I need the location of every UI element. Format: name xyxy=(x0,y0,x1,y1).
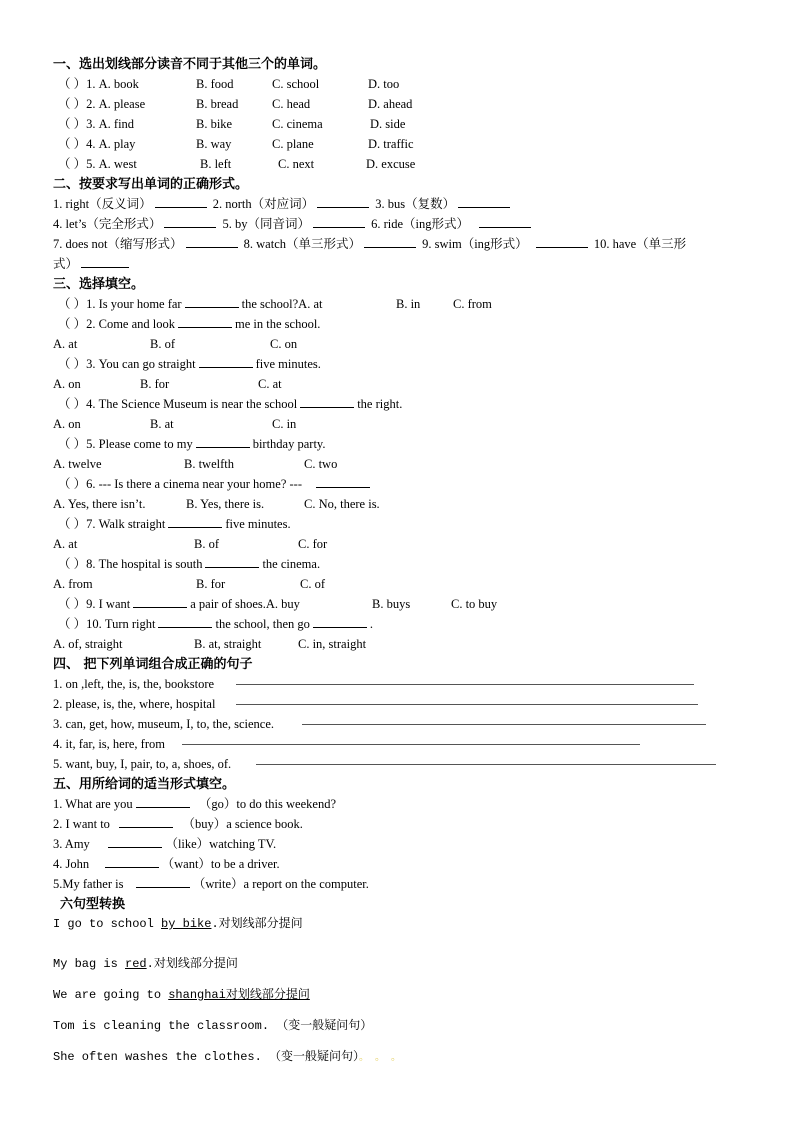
question-text: （go）to do this weekend? xyxy=(198,797,336,811)
question-text: （ ）7. Walk straight xyxy=(58,517,166,531)
s1-q4-d: D. traffic xyxy=(368,137,414,151)
question-text: the school?A. at xyxy=(241,297,323,311)
s6-line5 xyxy=(53,1048,401,1068)
answer-blank[interactable] xyxy=(300,395,354,408)
s1-q1-b: B. food xyxy=(196,77,234,91)
s3-q6-optB: B. Yes, there is. xyxy=(186,497,265,511)
underlined-phrase: by bike xyxy=(161,917,212,931)
answer-line[interactable] xyxy=(236,684,694,685)
section1-title: 一、选出划线部分读音不同于其他三个的单词。 xyxy=(53,57,327,72)
s4-item2: 2. please, is, the, where, hospital xyxy=(53,697,216,711)
s2-item5: 5. by（同音词） xyxy=(222,217,310,231)
s1-q5-c: C. next xyxy=(278,157,315,171)
s3-q8-optC: C. of xyxy=(300,577,325,591)
s4-item3: 3. can, get, how, museum, I, to, the, science. xyxy=(53,717,275,731)
s5-item5 xyxy=(53,875,369,893)
s1-q1-d: D. too xyxy=(368,77,400,91)
s5-item4 xyxy=(53,855,280,873)
s3-q10-optB: B. at, straight xyxy=(194,637,262,651)
s3-q3-optB: B. for xyxy=(140,377,170,391)
answer-blank[interactable] xyxy=(185,295,239,308)
s2-item4: 4. let’s（完全形式） xyxy=(53,217,162,231)
question-text: 2. I want to xyxy=(53,817,110,831)
s5-item3 xyxy=(53,835,276,853)
s2-line4 xyxy=(53,255,132,273)
s1-q2-prefix: （ ）2. A. please xyxy=(58,97,146,111)
answer-blank[interactable] xyxy=(364,235,416,248)
answer-blank[interactable] xyxy=(186,235,238,248)
s3-q4-optB: B. at xyxy=(150,417,174,431)
section3-title: 三、选择填空。 xyxy=(53,277,145,292)
s4-item5: 5. want, buy, I, pair, to, a, shoes, of. xyxy=(53,757,232,771)
question-text: 5.My father is xyxy=(53,877,124,891)
answer-blank[interactable] xyxy=(133,595,187,608)
question-text: （write）a report on the computer. xyxy=(192,877,369,891)
s3-q6-optC: C. No, there is. xyxy=(304,497,380,511)
question-text: the cinema. xyxy=(262,557,321,571)
sentence-text: .对划线部分提问 xyxy=(211,917,303,931)
question-text: （ ）6. --- Is there a cinema near your home? --- xyxy=(58,477,302,491)
answer-blank[interactable] xyxy=(136,875,190,888)
question-text: （ ）4. The Science Museum is near the school xyxy=(58,397,298,411)
s3-q8 xyxy=(58,555,320,573)
s3-q10-optC: C. in, straight xyxy=(298,637,367,651)
s1-q4-c: C. plane xyxy=(272,137,314,151)
s1-q2-c: C. head xyxy=(272,97,311,111)
answer-blank[interactable] xyxy=(317,195,369,208)
s3-q9-optB: B. buys xyxy=(372,597,411,611)
question-text: （ ）1. Is your home far xyxy=(58,297,182,311)
answer-blank[interactable] xyxy=(155,195,207,208)
s3-q4-optC: C. in xyxy=(272,417,297,431)
question-text: （ ）10. Turn right xyxy=(58,617,156,631)
s2-item10: 10. have（单三形 xyxy=(593,237,687,251)
sentence-text: I go to school xyxy=(53,917,162,931)
s1-q4-b: B. way xyxy=(196,137,232,151)
s3-q10-optA: A. of, straight xyxy=(53,637,123,651)
answer-blank[interactable] xyxy=(196,435,250,448)
s3-q2-optB: B. of xyxy=(150,337,175,351)
s6-line4: Tom is cleaning the classroom. （变一般疑问句） xyxy=(53,1019,373,1033)
s1-q2-b: B. bread xyxy=(196,97,239,111)
s3-q1-optC: C. from xyxy=(453,297,492,311)
s2-item3: 3. bus（复数） xyxy=(375,197,456,211)
s2-line2 xyxy=(53,215,534,233)
s3-q2 xyxy=(58,315,320,333)
s3-q9 xyxy=(58,595,300,613)
s4-item4: 4. it, far, is, here, from xyxy=(53,737,165,751)
answer-blank[interactable] xyxy=(178,315,232,328)
answer-blank[interactable] xyxy=(479,215,531,228)
s4-item1: 1. on ,left, the, is, the, bookstore xyxy=(53,677,215,691)
answer-line[interactable] xyxy=(302,724,706,725)
answer-blank[interactable] xyxy=(119,815,173,828)
question-text: a pair of shoes.A. buy xyxy=(190,597,300,611)
section4-title: 四、 把下列单词组合成正确的句子 xyxy=(53,657,253,672)
s3-q4-optA: A. on xyxy=(53,417,81,431)
answer-blank[interactable] xyxy=(164,215,216,228)
answer-line[interactable] xyxy=(182,744,640,745)
s1-q3-d: D. side xyxy=(370,117,406,131)
question-text: the school, then go xyxy=(215,617,310,631)
s3-q7 xyxy=(58,515,291,533)
s1-q3-b: B. bike xyxy=(196,117,233,131)
answer-blank[interactable] xyxy=(136,795,190,808)
s3-q8-optB: B. for xyxy=(196,577,226,591)
s1-q5-b: B. left xyxy=(200,157,232,171)
sentence-text: We are going to xyxy=(53,988,169,1002)
s5-item1 xyxy=(53,795,336,813)
question-text: five minutes. xyxy=(225,517,291,531)
question-text: the right. xyxy=(357,397,403,411)
s2-line1 xyxy=(53,195,513,213)
question-text: （like）watching TV. xyxy=(165,837,277,851)
sentence-text: My bag is xyxy=(53,957,126,971)
s3-q3 xyxy=(58,355,321,373)
s3-q3-optC: C. at xyxy=(258,377,282,391)
answer-blank[interactable] xyxy=(313,215,365,228)
s2-item9: 9. swim（ing形式） xyxy=(422,237,528,251)
s3-q6-optA: A. Yes, there isn’t. xyxy=(53,497,146,511)
s3-q5-optC: C. two xyxy=(304,457,338,471)
s3-q1-optB: B. in xyxy=(396,297,421,311)
section2-title: 二、按要求写出单词的正确形式。 xyxy=(53,177,249,192)
s6-line3 xyxy=(53,986,310,1004)
section6-title: 六句型转换 xyxy=(60,897,126,912)
s1-q3-c: C. cinema xyxy=(272,117,323,131)
s3-q1 xyxy=(58,295,322,313)
s3-q7-optC: C. for xyxy=(298,537,328,551)
s2-item1: 1. right（反义词） xyxy=(53,197,152,211)
s2-line3 xyxy=(53,235,686,253)
underlined-phrase: red xyxy=(125,957,147,971)
answer-blank[interactable] xyxy=(158,615,212,628)
question-text: （ ）9. I want xyxy=(58,597,131,611)
section5-title: 五、用所给词的适当形式填空。 xyxy=(53,777,236,792)
sentence-text: She often washes the clothes. （变一般疑问句） xyxy=(53,1050,360,1064)
question-text: （ ）5. Please come to my xyxy=(58,437,193,451)
s3-q4 xyxy=(58,395,402,413)
s5-item2 xyxy=(53,815,303,833)
s6-line1 xyxy=(53,915,303,933)
question-text: 1. What are you xyxy=(53,797,133,811)
answer-blank[interactable] xyxy=(105,855,159,868)
question-text: （buy）a science book. xyxy=(182,817,303,831)
s3-q8-optA: A. from xyxy=(53,577,93,591)
answer-blank[interactable] xyxy=(168,515,222,528)
answer-blank[interactable] xyxy=(458,195,510,208)
s3-q5-optA: A. twelve xyxy=(53,457,102,471)
question-text: five minutes. xyxy=(255,357,321,371)
s1-q2-d: D. ahead xyxy=(368,97,413,111)
question-text: me in the school. xyxy=(235,317,321,331)
s1-q1-prefix: （ ）1. A. book xyxy=(58,77,139,91)
question-text: （ ）3. You can go straight xyxy=(58,357,196,371)
s3-q3-optA: A. on xyxy=(53,377,81,391)
s3-q5-optB: B. twelfth xyxy=(184,457,234,471)
question-text: birthday party. xyxy=(252,437,326,451)
answer-blank[interactable] xyxy=(536,235,588,248)
question-text: （ ）8. The hospital is south xyxy=(58,557,203,571)
s1-q5-d: D. excuse xyxy=(366,157,416,171)
s1-q1-c: C. school xyxy=(272,77,320,91)
s1-q3-prefix: （ ）3. A. find xyxy=(58,117,135,131)
s2-item6: 6. ride（ing形式） xyxy=(371,217,470,231)
s3-q9-optC: C. to buy xyxy=(451,597,498,611)
underlined-phrase: shanghai对划线部分提问 xyxy=(168,988,310,1002)
answer-line[interactable] xyxy=(236,704,698,705)
s3-q6 xyxy=(58,475,373,493)
s2-item8: 8. watch（单三形式） xyxy=(243,237,361,251)
sentence-text: .对划线部分提问 xyxy=(146,957,238,971)
s3-q7-optA: A. at xyxy=(53,537,78,551)
answer-blank[interactable] xyxy=(205,555,259,568)
answer-blank[interactable] xyxy=(316,475,370,488)
question-text: （ ）2. Come and look xyxy=(58,317,176,331)
s3-q2-optC: C. on xyxy=(270,337,298,351)
s1-q4-prefix: （ ）4. A. play xyxy=(58,137,136,151)
answer-blank[interactable] xyxy=(108,835,162,848)
s3-q5 xyxy=(58,435,325,453)
s1-q5-prefix: （ ）5. A. west xyxy=(58,157,137,171)
s2-item7: 7. does not（缩写形式） xyxy=(53,237,183,251)
answer-blank[interactable] xyxy=(313,615,367,628)
s2-item10-cont: 式） xyxy=(53,257,79,271)
s6-line2 xyxy=(53,955,238,973)
s3-q2-optA: A. at xyxy=(53,337,78,351)
answer-blank[interactable] xyxy=(199,355,253,368)
answer-blank[interactable] xyxy=(81,255,129,268)
question-text: 3. Amy xyxy=(53,837,90,851)
decorative-dots: 。 。 。 xyxy=(359,1053,402,1064)
s2-item2: 2. north（对应词） xyxy=(212,197,315,211)
s3-q10: （ ）10. Turn right the school, then go . xyxy=(58,617,374,631)
question-text: （want）to be a driver. xyxy=(161,857,280,871)
question-text: 4. John xyxy=(53,857,90,871)
answer-line[interactable] xyxy=(256,764,716,765)
s3-q7-optB: B. of xyxy=(194,537,219,551)
